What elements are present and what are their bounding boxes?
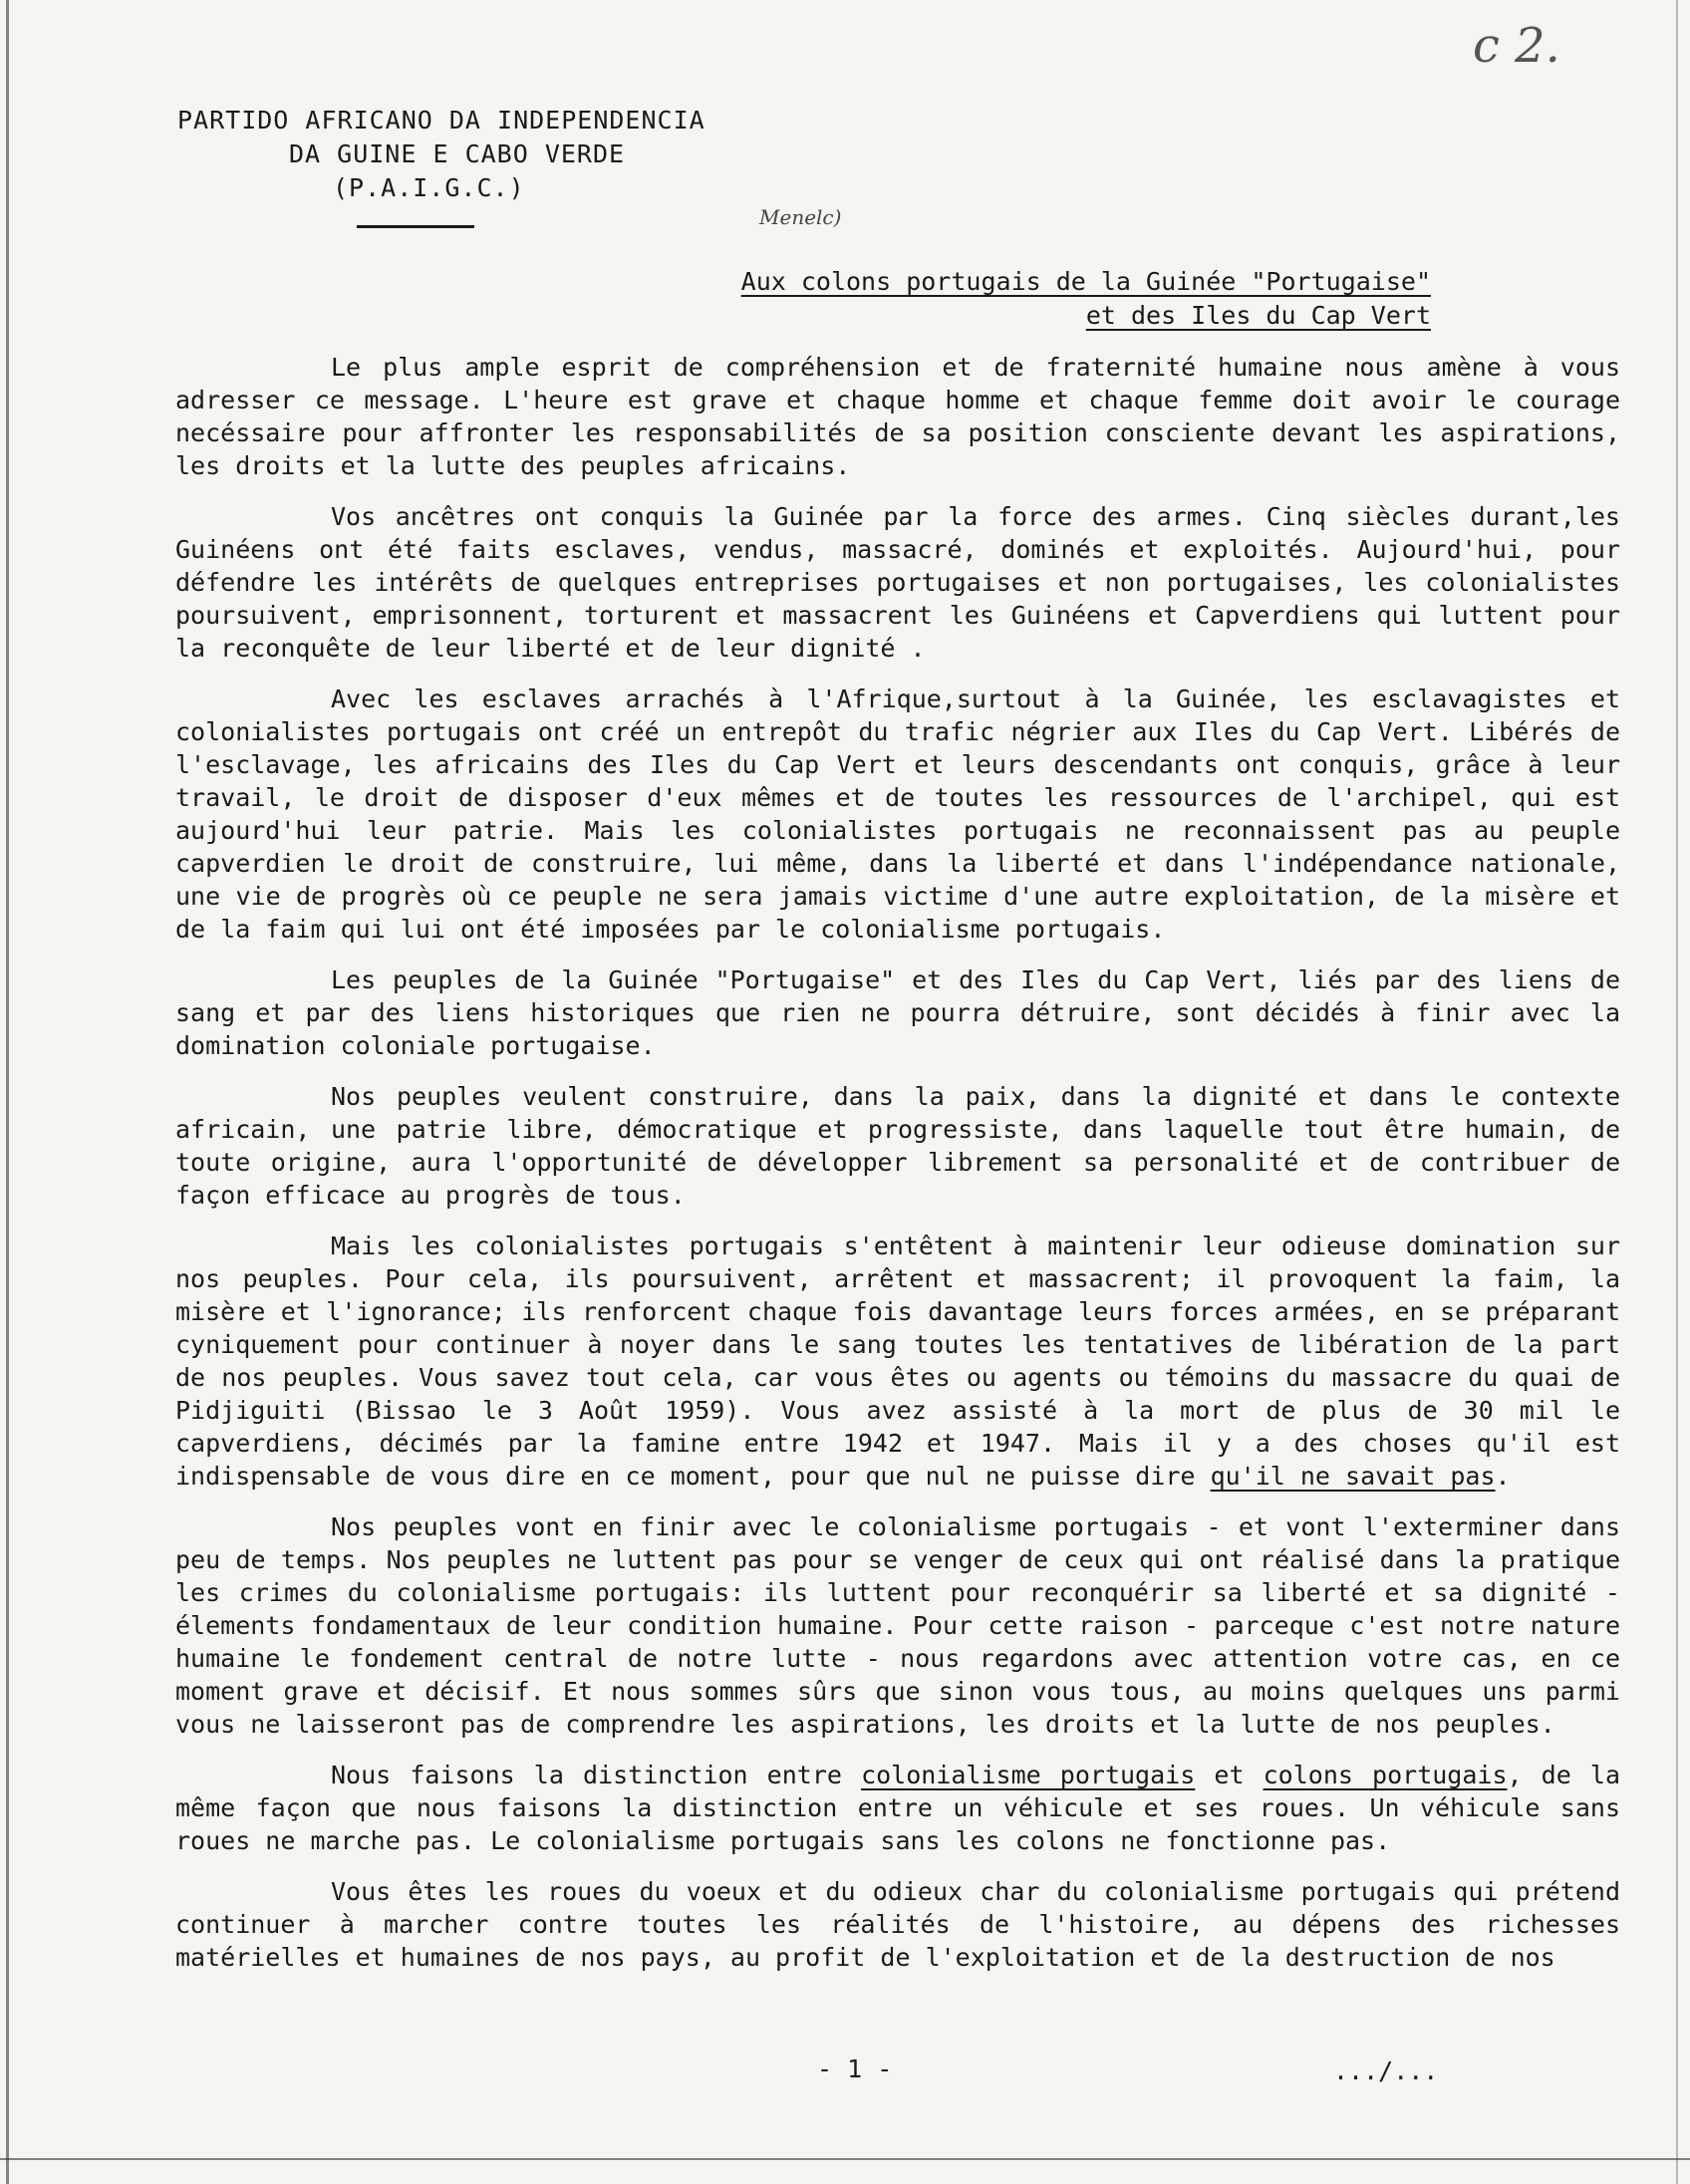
handwritten-page-mark: c 2. <box>1473 18 1560 74</box>
org-line-1: PARTIDO AFRICANO DA INDEPENDENCIA <box>177 106 705 135</box>
scan-edge-right <box>1676 0 1678 2184</box>
title-line-2: et des Iles du Cap Vert <box>1085 301 1431 330</box>
paragraph-4: Les peuples de la Guinée "Portugaise" et des Iles du Cap Vert, liés par des liens de sang et par des liens historiques que rien ne pourra détruire, sont décidés à finir avec la domination coloniale portugaise. <box>175 965 1620 1060</box>
paragraph-1: Le plus ample esprit de compréhension et de fraternité humaine nous amène à vous adresser ce message. L'heure est grave et chaque homme et chaque femme doit avoir le courage necéssaire pour affronter les responsabilités de sa position consciente devant les aspirations, les droits et la lutte des peuples africains. <box>175 353 1620 480</box>
handwritten-margin-note: Menelc) <box>759 205 842 229</box>
paragraph-9: Vous êtes les roues du voeux et du odieux char du colonialisme portugais qui prétend continuer à marcher contre toutes les réalités de l'histoire, au dépens des richesses matérielles et humaines de nos pays, au profit de l'exploitation et de la destruction de nos <box>175 1877 1620 1972</box>
organization-header <box>177 104 705 205</box>
paragraph-6: Mais les colonialistes portugais s'entêtent à maintenir leur odieuse domination sur nos peuples. Pour cela, ils poursuivent, arrêtent et massacrent; il provoquent la faim, la misère et l'ignorance; ils renforcent chaque fois davantage leurs forces armées, en se préparant cyniquement pour continuer à noyer dans le sang toutes les tentatives de libération de la part de nos peuples. Vous savez tout cela, car vous êtes ou agents ou témoins du massacre du quai de Pidjiguiti (Bissao le 3 Août 1959). Vous avez assisté à la mort de plus de 30 mil le capverdiens, décimés par la famine entre 1942 et 1947. Mais il y a des choses qu'il est indispensable de vous dire en ce moment, pour que nul ne puisse dire qu'il ne savait pas. <box>175 1231 1620 1491</box>
underlined-term-colonialisme: colonialisme portugais <box>861 1761 1196 1789</box>
title-line-1: Aux colons portugais de la Guinée "Portugaise" <box>740 267 1431 296</box>
org-line-3: (P.A.I.G.C.) <box>333 173 525 202</box>
paragraph-8-rest: , de la même façon que nous faisons la distinction entre un véhicule et ses roues. Un véhicule sans roues ne marche pas. Le colonialisme portugais sans les colons ne fonctionne pas. <box>175 1761 1620 1855</box>
paragraph-6-text: Mais les colonialistes portugais s'entêtent à maintenir leur odieuse domination sur nos peuples. Pour cela, ils poursuivent, arrêtent et massacrent; il provoquent la faim, la misère et l'ignorance; ils renforcent chaque fois davantage leurs forces armées, en se préparant cyniquement pour continuer à noyer dans le sang toutes les tentatives de libération de la part de nos peuples. Vous savez tout cela, car vous êtes ou agents ou témoins du massacre du quai de Pidjiguiti (Bissao le 3 Août 1959). Vous avez assisté à la mort de plus de 30 mil le capverdiens, décimés par la famine entre 1942 et 1947. Mais il y a des choses qu'il est indispensable de vous dire en ce moment, pour que nul ne puisse dire <box>175 1231 1620 1491</box>
underlined-phrase: qu'il ne savait pas <box>1210 1462 1496 1491</box>
paragraph-8-lead: Nous faisons la distinction entre <box>331 1761 842 1789</box>
document-title <box>705 265 1431 333</box>
paragraph-5: Nos peuples veulent construire, dans la paix, dans la dignité et dans le contexte africain, une patrie libre, démocratique et progressiste, dans laquelle tout être humain, de toute origine, aura l'opportunité de développer librement sa personalité et de contribuer de façon efficace au progrès de tous. <box>175 1082 1620 1210</box>
scan-edge-bottom <box>0 2158 1690 2160</box>
page-number: - 1 - <box>817 2054 893 2083</box>
scan-edge-left <box>6 0 9 2184</box>
document-body <box>175 351 1620 1992</box>
paragraph-8 <box>175 1759 1620 1857</box>
paragraph-8-mid: et <box>1214 1761 1245 1789</box>
paragraph-2: Vos ancêtres ont conquis la Guinée par la force des armes. Cinq siècles durant,les Guinéens ont été faits esclaves, vendus, massacré, dominés et exploités. Aujourd'hui, pour défendre les intérêts de quelques entreprises portugaises et non portugaises, les colonialistes poursuivent, emprisonnent, torturent et massacrent les Guinéens et Capverdiens qui luttent pour la reconquête de leur liberté et de leur dignité . <box>175 502 1620 663</box>
paragraph-7: Nos peuples vont en finir avec le colonialisme portugais - et vont l'exterminer dans peu de temps. Nos peuples ne luttent pas pour se venger de ceux qui ont réalisé dans la pratique les crimes du colonialisme portugais: ils luttent pour reconquérir sa liberté et sa dignité - élements fondamentaux de leur condition humaine. Pour cette raison - parceque c'est notre nature humaine le fondement central de notre lutte - nous regardons avec attention votre cas, en ce moment grave et décisif. Et nous sommes sûrs que sinon vous tous, au moins quelques uns parmi vous ne laisseront pas de comprendre les aspirations, les droits et la lutte de nos peuples. <box>175 1512 1620 1739</box>
org-line-2: DA GUINE E CABO VERDE <box>289 139 626 168</box>
underlined-term-colons: colons portugais <box>1263 1761 1508 1789</box>
header-rule <box>357 225 474 228</box>
continued-marker: .../... <box>1333 2056 1439 2085</box>
paragraph-3: Avec les esclaves arrachés à l'Afrique,surtout à la Guinée, les esclavagistes et colonialistes portugais ont créé un entrepôt du trafic négrier aux Iles du Cap Vert. Libérés de l'esclavage, les africains des Iles du Cap Vert et leurs descendants ont conquis, grâce à leur travail, le droit de disposer d'eux mêmes et de toutes les ressources de l'archipel, qui est aujourd'hui leur patrie. Mais les colonialistes portugais ne reconnaissent pas au peuple capverdien le droit de construire, lui même, dans la liberté et dans l'indépendance nationale, une vie de progrès où ce peuple ne sera jamais victime d'une autre exploitation, de la misère et de la faim qui lui ont été imposées par le colonialisme portugais. <box>175 684 1620 944</box>
